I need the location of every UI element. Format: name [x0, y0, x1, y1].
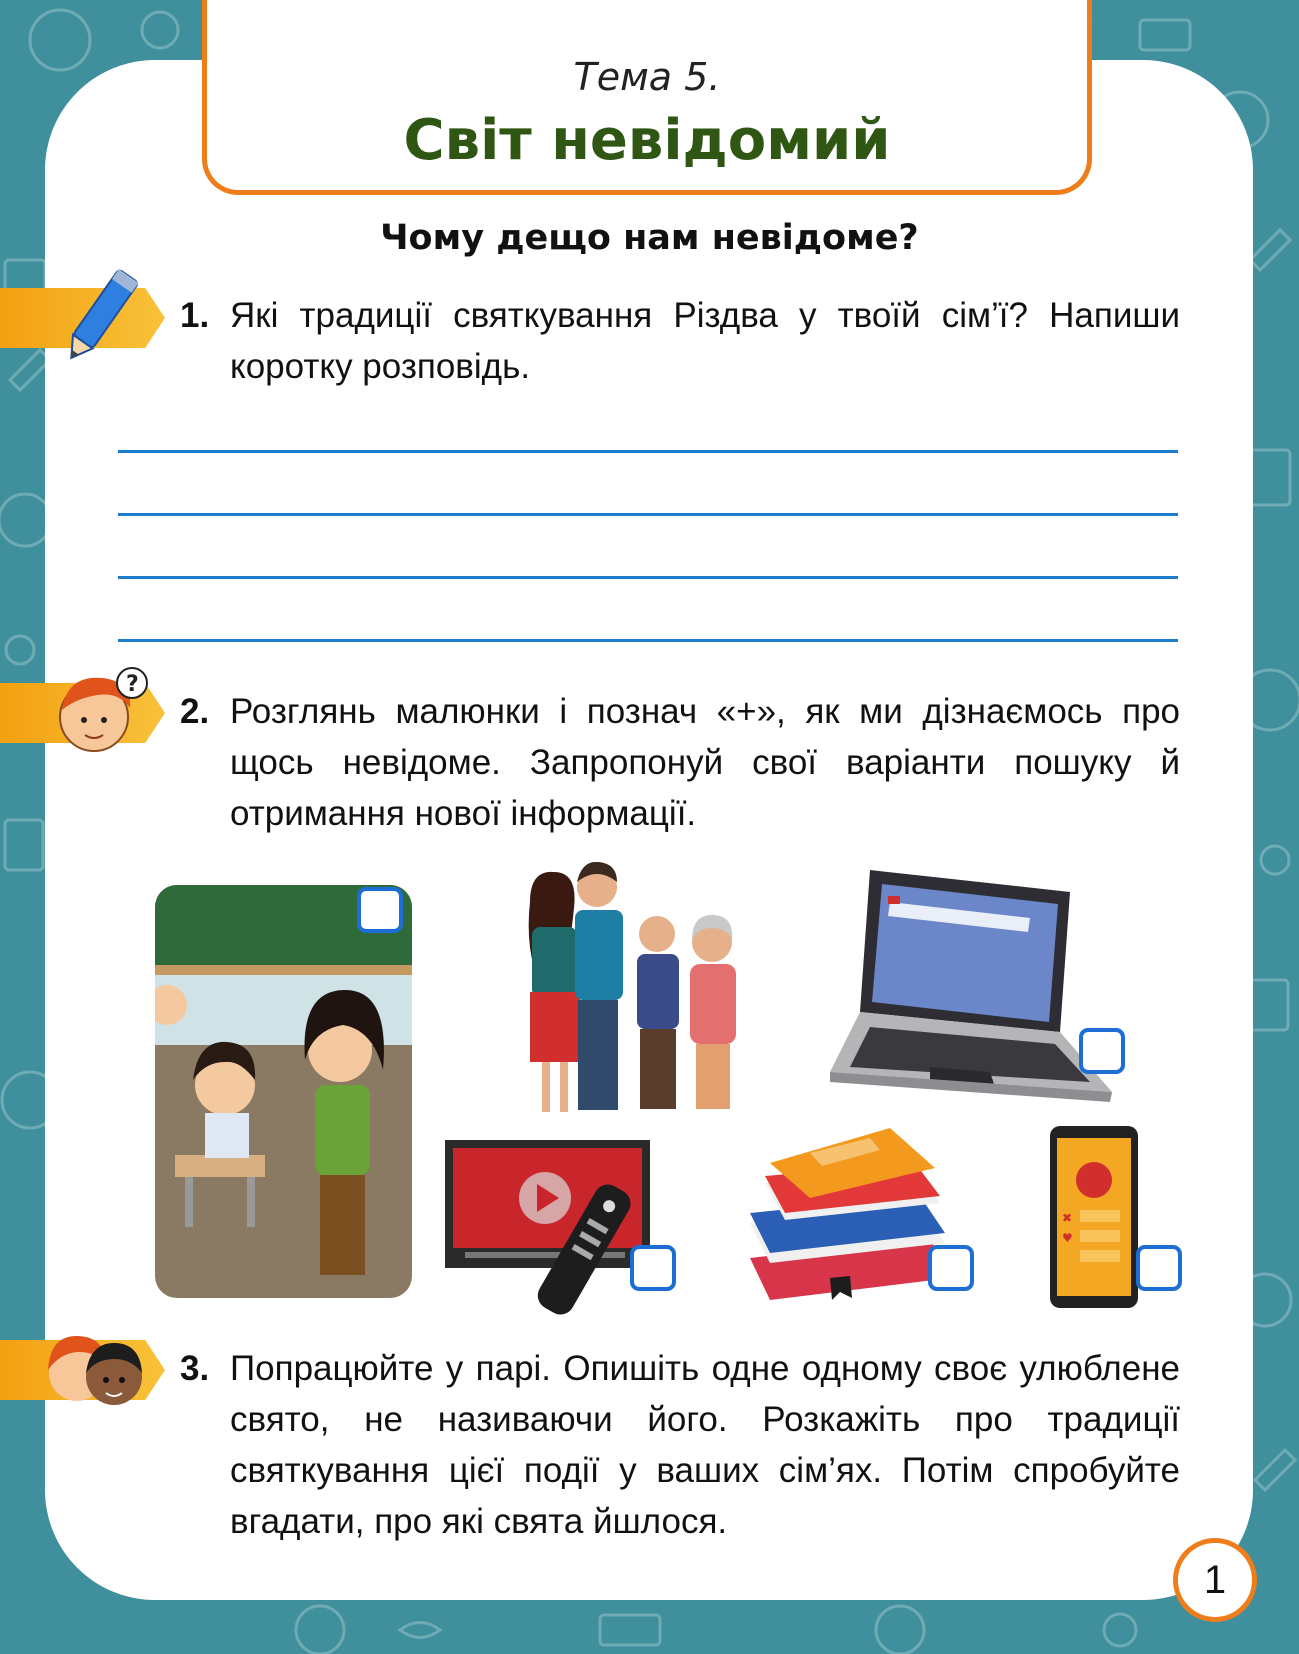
smartphone-picture [1048, 1124, 1143, 1310]
answer-line-2[interactable] [118, 513, 1178, 516]
checkbox-classroom[interactable] [357, 887, 403, 933]
answer-line-4[interactable] [118, 639, 1178, 642]
checkbox-tv-remote[interactable] [630, 1245, 676, 1291]
checkbox-books[interactable] [928, 1245, 974, 1291]
checkbox-smartphone[interactable] [1136, 1245, 1182, 1291]
laptop-picture [830, 862, 1115, 1130]
task-2-text: Розглянь малюнки і познач «+», як ми дізнаємось про щось невідоме. Запропонуй свої варіанти пошуку й отримання нової інформації. [230, 692, 1180, 833]
family-picture [512, 862, 772, 1124]
page-number: 1 [1173, 1538, 1257, 1622]
svg-text:✖: ✖ [1062, 1211, 1073, 1225]
svg-text:?: ? [126, 672, 139, 697]
answer-line-3[interactable] [118, 576, 1178, 579]
task-1-text: Які традиції святкування Різдва у твоїй сім’ї? Напиши коротку розповідь. [230, 296, 1180, 386]
thinking-child-icon [52, 665, 152, 755]
answer-line-1[interactable] [118, 450, 1178, 453]
topic-title: Світ невідомий [403, 108, 891, 173]
pencil-icon [55, 262, 145, 372]
task-3-text: Попрацюйте у парі. Опишіть одне одному своє улюблене свято, не називаючи його. Розкажіть про традиції святкування цієї події у ваших сім’ях. Потім спробуйте вгадати, про які свята йшлося. [230, 1349, 1180, 1541]
checkbox-laptop[interactable] [1079, 1028, 1125, 1074]
pair-children-icon [42, 1325, 152, 1415]
task-2 [180, 686, 1180, 839]
lesson-title: Чому дещо нам невідоме? [380, 218, 919, 258]
task-3 [180, 1343, 1180, 1547]
tv-remote-picture [445, 1140, 650, 1315]
task-1 [180, 290, 1180, 392]
topic-header [202, 0, 1092, 195]
topic-label: Тема 5. [573, 55, 721, 99]
task-3-number: 3. [180, 1349, 210, 1388]
svg-text:♥: ♥ [1062, 1231, 1073, 1245]
task-1-number: 1. [180, 296, 210, 335]
task-2-number: 2. [180, 692, 210, 731]
classroom-picture [155, 885, 412, 1298]
